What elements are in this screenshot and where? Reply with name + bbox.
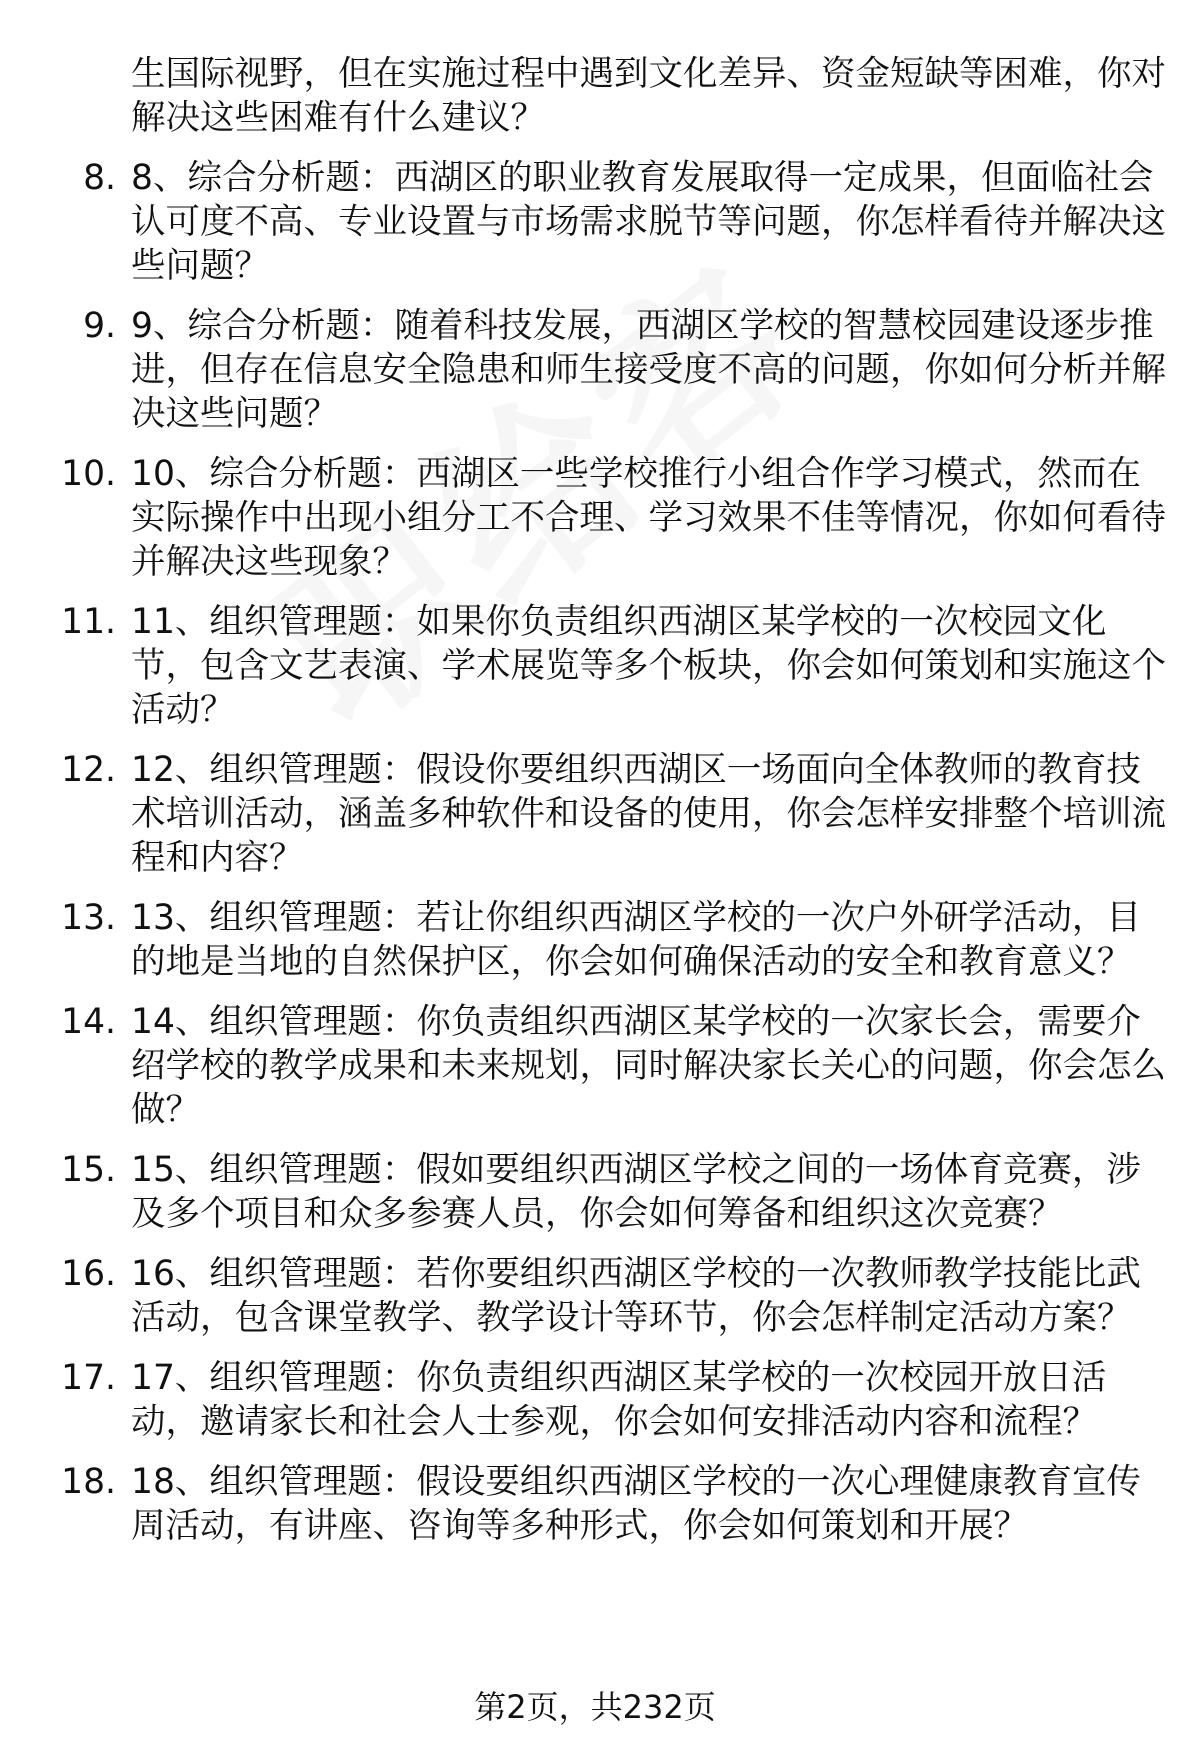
question-text: 12、组织管理题：假设你要组织西湖区一场面向全体教师的教育技术培训活动，涵盖多种软件和设备的使用，你会怎样安排整个培训流程和内容？ xyxy=(131,750,1166,878)
question-number: 10. xyxy=(61,454,116,494)
question-content xyxy=(0,52,1190,1548)
question-text: 11、组织管理题：如果你负责组织西湖区某学校的一次校园文化节，包含文艺表演、学术展览等多个板块，你会如何策划和实施这个活动？ xyxy=(131,602,1166,730)
question-list xyxy=(0,156,1190,1548)
question-text: 10、综合分析题：西湖区一些学校推行小组合作学习模式，然而在实际操作中出现小组分工不合理、学习效果不佳等情况，你如何看待并解决这些现象？ xyxy=(131,454,1166,582)
question-number: 14. xyxy=(61,1002,116,1042)
question-text: 16、组织管理题：若你要组织西湖区学校的一次教师教学技能比武活动，包含课堂教学、教学设计等环节，你会怎样制定活动方案？ xyxy=(131,1254,1141,1338)
question-number: 17. xyxy=(61,1358,116,1398)
question-number: 13. xyxy=(61,898,116,938)
question-number: 11. xyxy=(61,602,116,642)
question-number: 8. xyxy=(83,158,116,198)
list-item xyxy=(0,1460,1171,1548)
question-number: 9. xyxy=(83,306,116,346)
list-item xyxy=(0,896,1171,984)
question-text: 9、综合分析题：随着科技发展，西湖区学校的智慧校园建设逐步推进，但存在信息安全隐患和师生接受度不高的问题，你如何分析并解决这些问题？ xyxy=(131,306,1166,434)
list-item xyxy=(0,748,1171,880)
list-item xyxy=(0,1000,1171,1132)
question-text: 13、组织管理题：若让你组织西湖区学校的一次户外研学活动，目的地是当地的自然保护区，你会如何确保活动的安全和教育意义？ xyxy=(131,898,1141,982)
list-item xyxy=(0,600,1171,732)
question-number: 18. xyxy=(61,1462,116,1502)
list-item xyxy=(0,1252,1171,1340)
question-text: 18、组织管理题：假设要组织西湖区学校的一次心理健康教育宣传周活动，有讲座、咨询等多种形式，你会如何策划和开展？ xyxy=(131,1462,1141,1546)
question-text: 8、综合分析题：西湖区的职业教育发展取得一定成果，但面临社会认可度不高、专业设置与市场需求脱节等问题，你怎样看待并解决这些问题？ xyxy=(131,158,1166,286)
continuation-text: 生国际视野，但在实施过程中遇到文化差异、资金短缺等困难，你对解决这些困难有什么建议？ xyxy=(131,54,1166,138)
list-item xyxy=(0,156,1171,288)
list-item xyxy=(0,1148,1171,1236)
list-item xyxy=(0,304,1171,436)
question-number: 15. xyxy=(61,1150,116,1190)
list-item xyxy=(0,452,1171,584)
question-number: 16. xyxy=(61,1254,116,1294)
question-text: 14、组织管理题：你负责组织西湖区某学校的一次家长会，需要介绍学校的教学成果和未来规划，同时解决家长关心的问题，你会怎么做？ xyxy=(131,1002,1166,1130)
question-text: 15、组织管理题：假如要组织西湖区学校之间的一场体育竞赛，涉及多个项目和众多参赛人员，你会如何筹备和组织这次竞赛？ xyxy=(131,1150,1141,1234)
list-item xyxy=(0,1356,1171,1444)
question-number: 12. xyxy=(61,750,116,790)
question-text: 17、组织管理题：你负责组织西湖区某学校的一次校园开放日活动，邀请家长和社会人士参观，你会如何安排活动内容和流程？ xyxy=(131,1358,1107,1442)
page-footer: 第2页，共232页 xyxy=(474,1688,716,1726)
